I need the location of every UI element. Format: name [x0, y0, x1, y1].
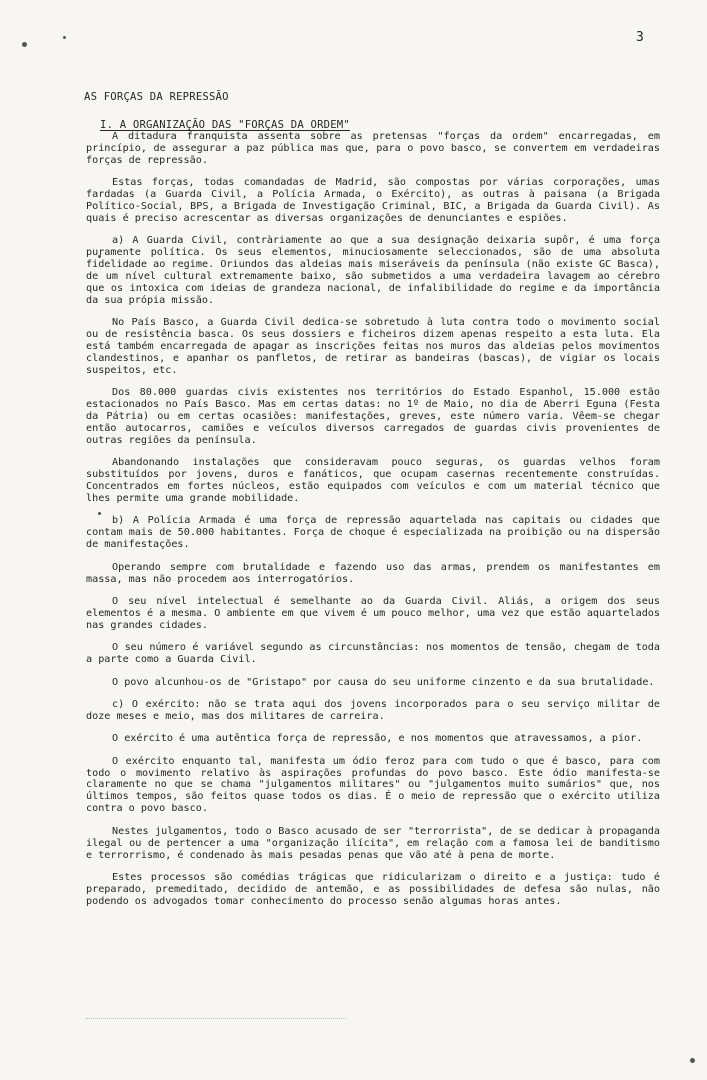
- paragraph: Operando sempre com brutalidade e fazendo uso das armas, prendem os manifestantes em massa, mas não procedem aos interrogatórios.: [86, 561, 660, 585]
- paragraph: O povo alcunhou-os de "Gristapo" por causa do seu uniforme cinzento e da sua brutalidade.: [112, 676, 655, 688]
- paragraph: Estes processos são comédias trágicas que ridicularizam o direito e a justiça: tudo é preparado, premeditado, decidido de antemão, e as possibilidades de defesa são nulas, não podendo os advogados tomar conhecimento do processo senão algumas horas antes.: [86, 871, 660, 907]
- paragraph: Dos 80.000 guardas civis existentes nos territórios do Estado Espanhol, 15.000 estão estacionados no País Basco. Mas em certas datas: no 1º de Maio, no dia de Aberri Eguna (Festa da Pátria) ou em certas ocasiões: manifestações, greves, este número varia. Vêem-se chegar então autocarros, camiões e veículos diversos carregados de guardas civis provenientes de outras regiões da península.: [86, 387, 660, 446]
- paragraph: O exército é uma autêntica força de repressão, e nos momentos que atravessamos, a pior.: [112, 733, 643, 745]
- paragraph: O exército enquanto tal, manifesta um ódio feroz para com tudo o que é basco, para com todo o movimento relativo às aspirações profundas do povo basco. Este ódio manifesta-se claramente no que se chama "julgamentos militares" ou "julgamentos muito sumários" que, nos últimos tempos, são feitos quase todos os dias. É o meio de repressão que o exército utiliza contra o povo basco.: [86, 755, 660, 815]
- document-body: [86, 131, 660, 918]
- paragraph: b) A Polícia Armada é uma força de repressão aquartelada nas capitais ou cidades que contam mais de 50.000 habitantes. Força de choque é especializada na proibição ou na dispersão de manifestações.: [86, 515, 660, 551]
- subsection-title: I. A ORGANIZAÇÃO DAS "FORÇAS DA ORDEM": [100, 119, 350, 131]
- scan-speck: [63, 36, 66, 39]
- scan-speck: [22, 42, 27, 47]
- paragraph: c) O exército: não se trata aqui dos jovens incorporados para o seu serviço militar de doze meses e meio, mas dos militares de carreira.: [86, 698, 660, 722]
- section-title: AS FORÇAS DA REPRESSÃO: [84, 91, 229, 103]
- paragraph: A ditadura franquista assenta sobre as pretensas "forças da ordem" encarregadas, em princípio, de assegurar a paz pública mas que, para o povo basco, se convertem em verdadeiras forças de repressão.: [86, 131, 660, 166]
- scan-speck: [690, 1058, 695, 1063]
- paragraph: Estas forças, todas comandadas de Madrid, são compostas por várias corporações, umas fardadas (a Guarda Civil, a Polícia Armada, o Exército), as outras à paisana (a Brigada Político-Social, BPS, a Brigada de Investigação Criminal, BIC, a Brigada da Guarda Civil). As quais é preciso acrescentar as diversas organizações de denunciantes e espiões.: [86, 177, 660, 224]
- paragraph: Abandonando instalações que consideravam pouco seguras, os guardas velhos foram substituídos por jovens, duros e fanáticos, que ocupam casernas recentemente construídas. Concentrados em fortes núcleos, estão equipados com veículos e com um material técnico que lhes permite uma grande mobilidade.: [86, 457, 660, 505]
- scan-residue-line: [86, 1018, 346, 1019]
- paragraph: a) A Guarda Civil, contràriamente ao que a sua designação deixaria supôr, é uma força puramente política. Os seus elementos, minuciosamente seleccionados, são de uma absoluta fidelidade ao regime. Oriundos das aldeias mais miseráveis da península (não existe GC Basca), de um nível cultural extremamente baixo, são submetidos a uma verdadeira lavagem ao cérebro que os intoxica com ideias de grandeza nacional, de infalibilidade do regime e da importância da sua própia missão.: [86, 235, 660, 306]
- paragraph: Nestes julgamentos, todo o Basco acusado de ser "terrorrista", de se dedicar à propaganda ilegal ou de pertencer a uma "organização ilícita", em relação com a famosa lei de banditismo e terrorrismo, é condenado às mais pesadas penas que vão até à pena de morte.: [86, 825, 660, 861]
- paragraph: O seu nível intelectual é semelhante ao da Guarda Civil. Aliás, a origem dos seus elementos é a mesma. O ambiente em que vivem é um pouco melhor, uma vez que estão aquartelados nas grandes cidades.: [86, 596, 660, 631]
- page-number: 3: [636, 30, 644, 45]
- paragraph: O seu número é variável segundo as circunstâncias: nos momentos de tensão, chegam de toda a parte como a Guarda Civil.: [86, 642, 660, 666]
- paragraph: No País Basco, a Guarda Civil dedica-se sobretudo à luta contra todo o movimento social ou de resistência basca. Os seus dossiers e ficheiros dizem apenas respeito a esta luta. Ela está também encarregada de apagar as inscrições feitas nos muros das aldeias pelos movimentos clandestinos, e apanhar os panfletos, de retirar as bandeiras (bascas), de vigiar os locais suspeitos, etc.: [86, 317, 660, 376]
